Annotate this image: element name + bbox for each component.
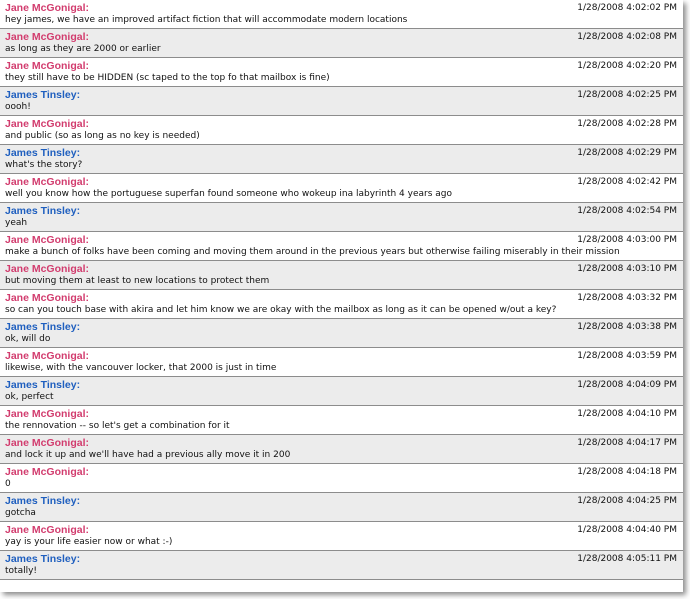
message-timestamp: 1/28/2008 4:03:38 PM	[577, 322, 677, 332]
message-text: and public (so as long as no key is needed)	[5, 131, 200, 141]
message-text: but moving them at least to new locations to protect them	[5, 276, 270, 286]
message-timestamp: 1/28/2008 4:02:08 PM	[577, 32, 677, 42]
message-text: oooh!	[5, 102, 31, 112]
message-text: gotcha	[5, 508, 36, 518]
chat-message	[0, 522, 683, 551]
message-text: well you know how the portuguese superfan found someone who wokeup ina labyrinth 4 years ago	[5, 189, 453, 199]
sender-name: James Tinsley:	[5, 379, 81, 391]
chat-message	[0, 435, 683, 464]
chat-message	[0, 145, 683, 174]
chat-message	[0, 319, 683, 348]
message-text: and lock it up and we'll have had a previous ally move it in 200	[5, 450, 291, 460]
chat-message	[0, 174, 683, 203]
message-timestamp: 1/28/2008 4:04:10 PM	[577, 409, 677, 419]
message-text: yay is your life easier now or what :-)	[5, 537, 173, 547]
message-text: make a bunch of folks have been coming and moving them around in the previous years but otherwise failing miserably in their mission	[5, 247, 620, 257]
torn-paper-edge	[0, 584, 683, 592]
sender-name: Jane McGonigal:	[5, 60, 90, 72]
message-text: what's the story?	[5, 160, 83, 170]
sender-name: Jane McGonigal:	[5, 263, 90, 275]
message-timestamp: 1/28/2008 4:03:10 PM	[577, 264, 677, 274]
sender-name: Jane McGonigal:	[5, 176, 90, 188]
chat-message	[0, 377, 683, 406]
message-timestamp: 1/28/2008 4:02:20 PM	[577, 61, 677, 71]
chat-message	[0, 203, 683, 232]
chat-message	[0, 29, 683, 58]
chat-message	[0, 87, 683, 116]
sender-name: Jane McGonigal:	[5, 31, 90, 43]
sender-name: James Tinsley:	[5, 553, 81, 565]
sender-name: Jane McGonigal:	[5, 524, 90, 536]
message-timestamp: 1/28/2008 4:02:25 PM	[577, 90, 677, 100]
chat-message	[0, 551, 683, 580]
message-timestamp: 1/28/2008 4:02:02 PM	[577, 3, 677, 13]
chat-message	[0, 261, 683, 290]
chat-message	[0, 58, 683, 87]
message-text: totally!	[5, 566, 38, 576]
message-timestamp: 1/28/2008 4:02:42 PM	[577, 177, 677, 187]
message-text: ok, will do	[5, 334, 51, 344]
chat-message	[0, 116, 683, 145]
message-timestamp: 1/28/2008 4:02:28 PM	[577, 119, 677, 129]
sender-name: James Tinsley:	[5, 495, 81, 507]
chat-message	[0, 464, 683, 493]
message-timestamp: 1/28/2008 4:04:09 PM	[577, 380, 677, 390]
sender-name: Jane McGonigal:	[5, 350, 90, 362]
sender-name: Jane McGonigal:	[5, 466, 90, 478]
sender-name: Jane McGonigal:	[5, 2, 90, 14]
message-text: hey james, we have an improved artifact fiction that will accommodate modern locations	[5, 15, 408, 25]
message-timestamp: 1/28/2008 4:04:18 PM	[577, 467, 677, 477]
message-text: the rennovation -- so let's get a combination for it	[5, 421, 230, 431]
message-text: yeah	[5, 218, 28, 228]
message-timestamp: 1/28/2008 4:04:40 PM	[577, 525, 677, 535]
sender-name: James Tinsley:	[5, 89, 81, 101]
message-timestamp: 1/28/2008 4:03:32 PM	[577, 293, 677, 303]
message-timestamp: 1/28/2008 4:02:54 PM	[577, 206, 677, 216]
message-timestamp: 1/28/2008 4:03:00 PM	[577, 235, 677, 245]
message-text: 0	[5, 479, 11, 489]
message-text: as long as they are 2000 or earlier	[5, 44, 161, 54]
chat-message	[0, 232, 683, 261]
chat-message	[0, 290, 683, 319]
message-timestamp: 1/28/2008 4:04:25 PM	[577, 496, 677, 506]
message-text: so can you touch base with akira and let him know we are okay with the mailbox as long as it can be opened w/out a key?	[5, 305, 557, 315]
sender-name: James Tinsley:	[5, 205, 81, 217]
sender-name: Jane McGonigal:	[5, 408, 90, 420]
message-text: likewise, with the vancouver locker, that 2000 is just in time	[5, 363, 277, 373]
message-timestamp: 1/28/2008 4:04:17 PM	[577, 438, 677, 448]
message-text: ok, perfect	[5, 392, 54, 402]
sender-name: Jane McGonigal:	[5, 234, 90, 246]
message-timestamp: 1/28/2008 4:02:29 PM	[577, 148, 677, 158]
chat-message	[0, 406, 683, 435]
sender-name: Jane McGonigal:	[5, 118, 90, 130]
sender-name: Jane McGonigal:	[5, 292, 90, 304]
message-timestamp: 1/28/2008 4:05:11 PM	[577, 554, 677, 564]
sender-name: Jane McGonigal:	[5, 437, 90, 449]
chat-message	[0, 493, 683, 522]
chat-message	[0, 348, 683, 377]
sender-name: James Tinsley:	[5, 147, 81, 159]
sender-name: James Tinsley:	[5, 321, 81, 333]
chat-message	[0, 0, 683, 29]
message-text: they still have to be HIDDEN (sc taped to the top fo that mailbox is fine)	[5, 73, 330, 83]
message-timestamp: 1/28/2008 4:03:59 PM	[577, 351, 677, 361]
